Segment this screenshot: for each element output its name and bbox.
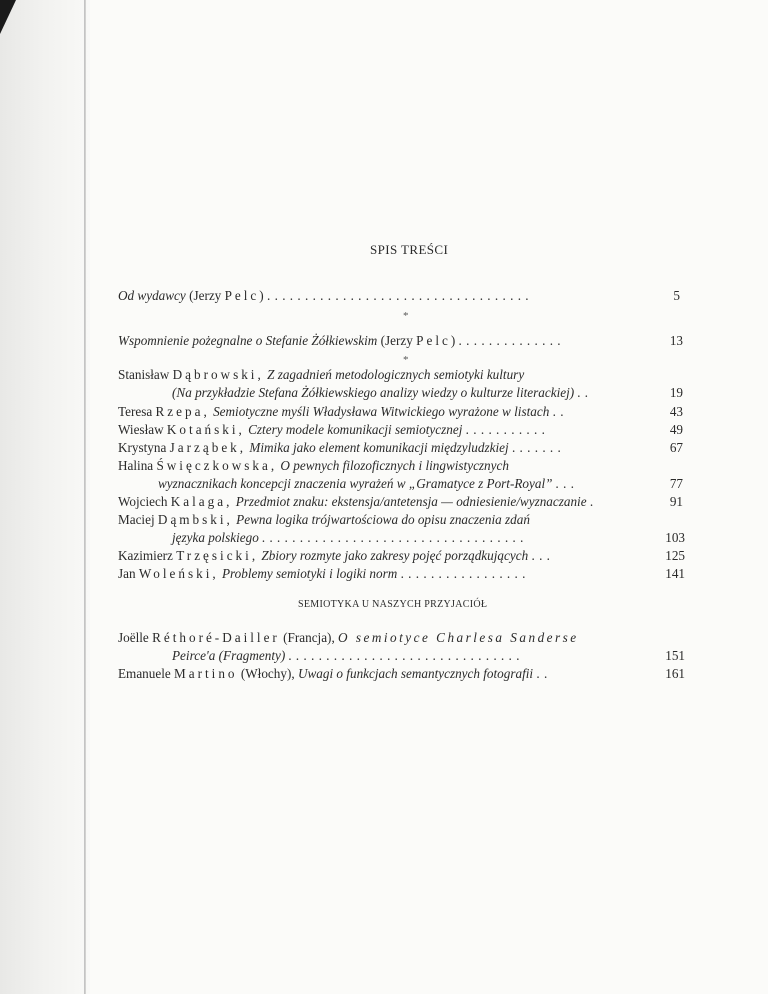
toc-entry-rzepa — [118, 405, 568, 418]
toc-entry-rethore-cont: Peirce'a (Fragmenty) ............................... — [172, 648, 525, 663]
entry-title: Uwagi o funkcjach semantycznych fotografii — [297, 666, 534, 681]
page-number: 141 — [665, 566, 685, 581]
page-number: 77 — [669, 476, 683, 491]
page-number: 43 — [669, 404, 683, 419]
entry-author-first: Krystyna — [118, 440, 167, 455]
toc-entry-dabrowski — [118, 368, 524, 381]
entry-title: Z zagadnień metodologicznych semiotyki kultury — [267, 367, 525, 382]
toc-entry-kotanski — [118, 423, 549, 436]
leader-dots: ....... — [511, 440, 566, 455]
entry-title: O semiotyce Charlesa Sanderse — [338, 630, 579, 645]
page-number: 103 — [665, 530, 685, 545]
toc-entry-dambski-cont: języka polskiego ................................... — [172, 530, 528, 545]
leader-dots: .............. — [458, 333, 565, 348]
book-spine-shadow — [0, 0, 90, 994]
entry-author-first: Stanisław — [118, 367, 170, 382]
entry-author-surname: Woleński, — [138, 566, 219, 581]
page-number: 67 — [669, 440, 683, 455]
entry-author-first: Wiesław — [118, 422, 164, 437]
entry-author-surname: Dąmbski, — [157, 512, 233, 527]
toc-entry-trzesicki — [118, 549, 554, 562]
separator-star: * — [403, 354, 409, 366]
leader-dots: ................................... — [262, 530, 528, 545]
leader-dots: .. — [552, 404, 568, 419]
leader-dots: .. — [577, 385, 593, 400]
toc-entry-wspomnienie: Wspomnienie pożegnalne o Stefanie Żółkiewskim (Jerzy Pelc) .............. — [118, 333, 565, 348]
toc-entry-dambski — [118, 513, 530, 526]
entry-author-surname: Dąbrowski, — [172, 367, 264, 382]
page-number: 91 — [669, 494, 683, 509]
entry-author-first: Teresa — [118, 404, 153, 419]
page-number: 151 — [665, 648, 685, 663]
entry-author-surname: Kotański, — [166, 422, 245, 437]
leader-dots: ........... — [465, 422, 550, 437]
entry-title: O pewnych filozoficznych i lingwistycznych — [280, 458, 509, 473]
entry-author-first: Emanuele — [118, 666, 171, 681]
entry-author-first: Wojciech — [118, 494, 168, 509]
page-number: 125 — [665, 548, 685, 563]
toc-entry-martino — [118, 667, 552, 680]
entry-author-surname: Rzepa, — [155, 404, 210, 419]
leader-dots: ................. — [400, 566, 530, 581]
leader-dots: ............................... — [288, 648, 525, 663]
toc-entry-jarzabek — [118, 441, 565, 454]
entry-author-surname: Martino — [174, 666, 238, 681]
entry-title: Wspomnienie pożegnalne o Stefanie Żółkiewskim — [118, 333, 378, 348]
entry-author-first: Kazimierz — [118, 548, 173, 563]
leader-dots: ... — [531, 548, 555, 563]
entry-title: Semiotyczne myśli Władysława Witwickiego wyrażone w listach — [213, 404, 550, 419]
entry-title: Od wydawcy — [118, 288, 186, 303]
page-title: SPIS TREŚCI — [370, 242, 449, 257]
entry-author-surname: Jarząbek, — [169, 440, 247, 455]
entry-title: Pewna logika trójwartościowa do opisu znaczenia zdań — [236, 512, 530, 527]
page-number: 49 — [669, 422, 683, 437]
toc-entry-swieczkowska-cont: wyznacznikach koncepcji znaczenia wyrażeń w „Gramatyce z Port-Royal” ... — [158, 476, 579, 491]
book-gutter-line — [84, 0, 86, 994]
entry-author-surname: Kalaga, — [170, 494, 233, 509]
toc-entry-dabrowski-cont: (Na przykładzie Stefana Żółkiewskiego analizy wiedzy o kulturze literackiej) .. — [172, 385, 593, 400]
entry-title: Problemy semiotyki i logiki norm — [221, 566, 398, 581]
section-heading: SEMIOTYKA U NASZYCH PRZYJACIÓŁ — [298, 599, 488, 610]
entry-author-first: Jan — [118, 566, 136, 581]
entry-title: Przedmiot znaku: ekstensja/antetensja — odniesienie/wyznaczanie — [235, 494, 587, 509]
leader-dots: .. — [536, 666, 552, 681]
page-number: 5 — [673, 288, 680, 303]
entry-title: Mimika jako element komunikacji międzyludzkiej — [249, 440, 509, 455]
entry-author-surname: Święczkowska, — [156, 458, 278, 473]
entry-country: (Francja), — [283, 630, 335, 645]
entry-title: Zbiory rozmyte jako zakresy pojęć porządkujących — [261, 548, 529, 563]
leader-dots: . — [589, 494, 598, 509]
toc-entry-od-wydawcy: Od wydawcy (Jerzy Pelc) ................................... — [118, 288, 533, 303]
leader-dots: ................................... — [267, 288, 533, 303]
separator-star: * — [403, 310, 409, 322]
page-number: 19 — [669, 385, 683, 400]
toc-entry-kalaga — [118, 495, 597, 508]
leader-dots: ... — [555, 476, 579, 491]
entry-author-first: Joëlle — [118, 630, 149, 645]
toc-entry-rethore — [118, 631, 579, 644]
entry-author: Pelc — [224, 288, 260, 303]
page-corner-mark — [0, 0, 16, 34]
entry-title: Cztery modele komunikacji semiotycznej — [248, 422, 463, 437]
entry-author-surname: Réthoré-Dailler — [152, 630, 280, 645]
entry-author-surname: Trzęsicki, — [176, 548, 259, 563]
entry-author: Pelc — [416, 333, 451, 348]
entry-author-first: Maciej — [118, 512, 155, 527]
entry-country: (Włochy), — [240, 666, 295, 681]
toc-entry-wolenski — [118, 567, 530, 580]
toc-entry-swieczkowska — [118, 459, 509, 472]
page-number: 13 — [669, 333, 683, 348]
page-number: 161 — [665, 666, 685, 681]
entry-author-first: Halina — [118, 458, 154, 473]
